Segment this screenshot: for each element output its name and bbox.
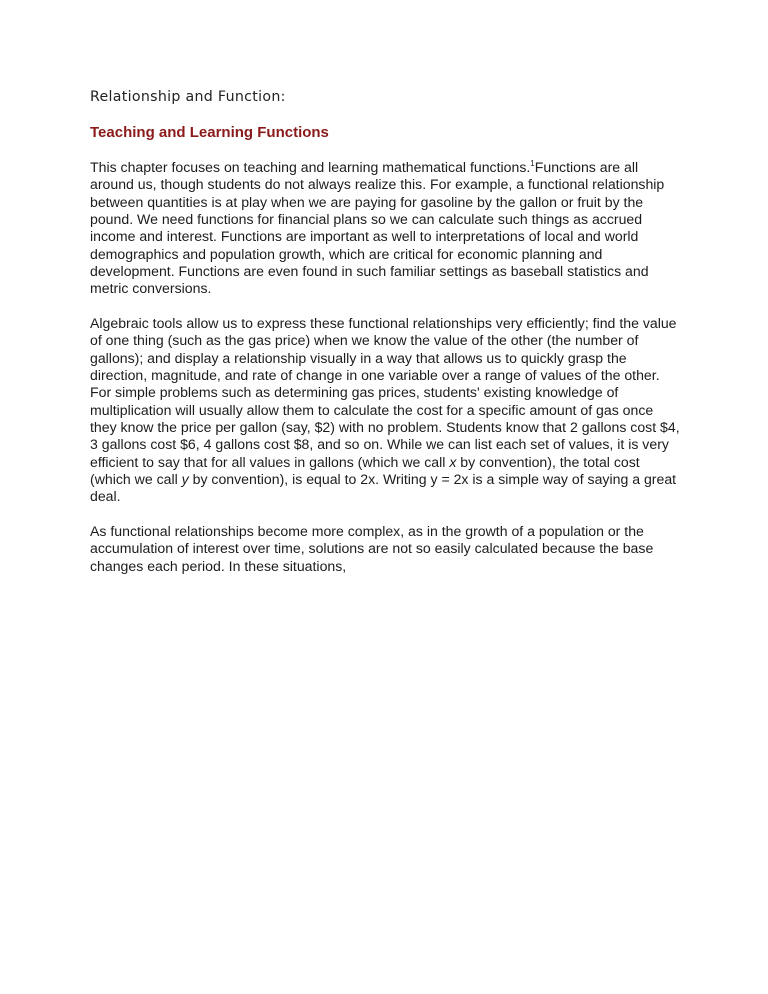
document-body — [90, 89, 680, 593]
paragraph-2-text-part3: by convention), is equal to 2x. Writing y = 2x is a simple way of saying a great deal. — [90, 471, 677, 505]
paragraph-2 — [90, 315, 680, 506]
document-title: Relationship and Function: — [90, 89, 286, 105]
paragraph-2-text-part2: by convention), the total cost (which we call — [90, 453, 640, 488]
paragraph-1-text-start: This chapter focuses on teaching and learning mathematical functions. — [90, 158, 531, 175]
paragraph-1-text-end: Functions are all around us, though students do not always realize this. For example, a functional relationship between quantities is at play when we are paying for gasoline by the gallon or fruit by the pound. We need functions for financial plans so we can calculate such things as accrued income and interest. Functions are important as well to interpretations of local and world demographics and population growth, which are critical for economic planning and development. Functions are even found in such familiar settings as baseball statistics and metric conversions. — [90, 158, 665, 297]
section-heading: Teaching and Learning Functions — [90, 124, 329, 142]
paragraph-3: As functional relationships become more complex, as in the growth of a population or the accumulation of interest over time, solutions are not so easily calculated because the base changes each period. In these situations, — [90, 523, 654, 574]
paragraph-1 — [90, 159, 680, 298]
variable-x: x — [449, 453, 457, 470]
paragraph-2-text-part1: Algebraic tools allow us to express these functional relationships very efficiently; find the value of one thing (such as the gas price) when we know the value of the other (the number of gallons); and display a relationship visually in a way that allows us to quickly grasp the direction, magnitude, and rate of change in one variable over a range of values of the other. For simple problems such as determining gas prices, students' existing knowledge of multiplication will usually allow them to calculate the cost for a specific amount of gas once they know the price per gallon (say, $2) with no problem. Students know that 2 gallons cost $4, 3 gallons cost $6, 4 gallons cost $8, and so on. While we can list each set of values, it is very efficient to say that for all values in gallons (which we call — [90, 314, 680, 470]
footnote-ref-link[interactable]: 1 — [530, 158, 535, 168]
variable-y: y — [181, 471, 189, 488]
